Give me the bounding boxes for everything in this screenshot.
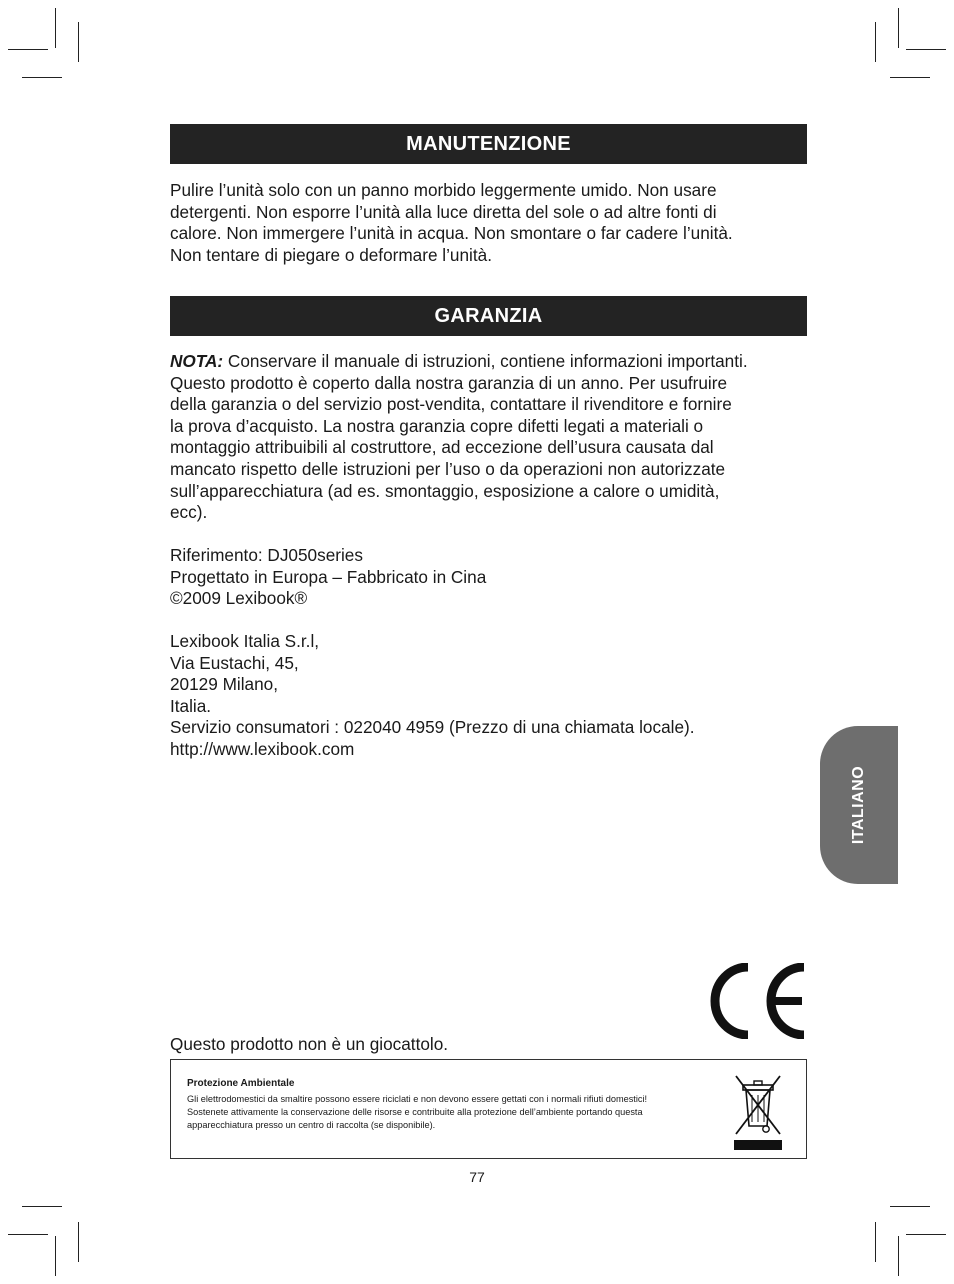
reference-block: Riferimento: DJ050series Progettato in Europa – Fabbricato in Cina ©2009 Lexibook® [170, 545, 487, 609]
maintenance-heading: MANUTENZIONE [170, 124, 807, 164]
crop-mark [875, 22, 876, 62]
environment-title: Protezione Ambientale [187, 1078, 295, 1089]
crop-mark [8, 49, 48, 50]
warranty-heading: GARANZIA [170, 296, 807, 336]
ce-mark-icon [704, 963, 808, 1039]
crop-mark [890, 1206, 930, 1207]
environment-text: Gli elettrodomestici da smaltire possono essere riciclati e non devono essere gettati con i normali rifiuti domestici! Sostenete attivamente la conservazione delle risorse e contribuite alla protezione dell’ambiente portando questa apparecchiatura presso un centro di raccolta (se disponibile). [187, 1094, 648, 1130]
nota-label: NOTA: [170, 351, 224, 371]
crop-mark [906, 1234, 946, 1235]
crop-mark [8, 1234, 48, 1235]
warranty-paragraph [170, 351, 810, 524]
language-tab [820, 726, 898, 884]
crop-mark [875, 1222, 876, 1262]
language-tab-label: ITALIANO [850, 765, 867, 845]
not-a-toy-notice: Questo prodotto non è un giocattolo. [170, 1034, 449, 1054]
crop-mark [78, 1222, 79, 1262]
page-number: 77 [469, 1169, 485, 1185]
crop-mark [898, 8, 899, 48]
environment-notice-box [170, 1059, 807, 1159]
crop-mark [78, 22, 79, 62]
maintenance-paragraph: Pulire l’unità solo con un panno morbido leggermente umido. Non usare detergenti. Non esporre l’unità alla luce diretta del sole o ad altre fonti di calore. Non immergere l’unità in acqua. Non smontare o far cadere l’unità. Non tentare di piegare o deformare l’unità. [170, 180, 733, 265]
crop-mark [55, 1236, 56, 1276]
crop-mark [55, 8, 56, 48]
nota-text: Conservare il manuale di istruzioni, contiene informazioni importanti. Questo prodotto è coperto dalla nostra garanzia di un anno. Per usufruire della garanzia o del servizio post-vendita, contattare il rivenditore e fornire la prova d’acquisto. La nostra garanzia copre difetti legati a materiali o montaggio attribuibili al costruttore, ad eccezione dell’usura causata dal mancato rispetto delle istruzioni per l’uso o da operazioni non autorizzate sull’apparecchiatura (ad es. smontaggio, esposizione a calore o umidità, ecc). [170, 351, 748, 523]
crossed-out-wheelie-bin-icon [732, 1068, 784, 1152]
crop-mark [898, 1236, 899, 1276]
crop-mark [22, 1206, 62, 1207]
crop-mark [890, 77, 930, 78]
address-block: Lexibook Italia S.r.l, Via Eustachi, 45, 20129 Milano, Italia. Servizio consumatori : 022040 4959 (Prezzo di una chiamata locale). http://www.lexibook.com [170, 631, 695, 759]
crop-mark [906, 49, 946, 50]
crop-mark [22, 77, 62, 78]
